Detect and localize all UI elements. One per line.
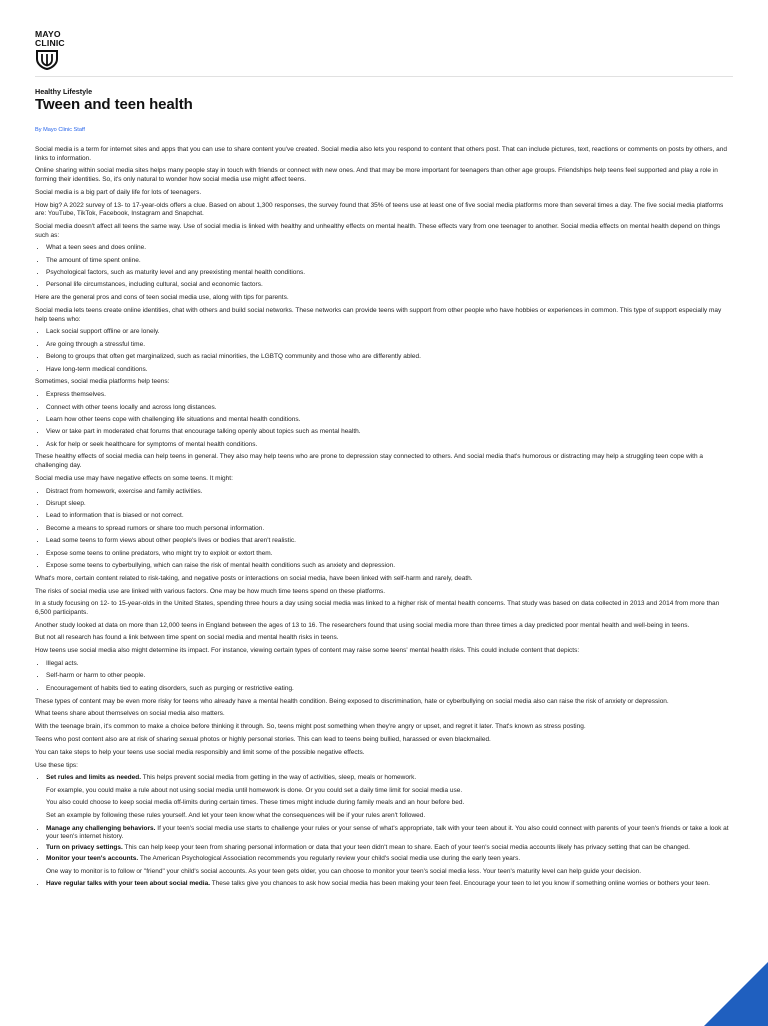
paragraph: Here are the general pros and cons of teen social media use, along with tips for parents. — [35, 294, 289, 302]
list-item: • Psychological factors, such as maturity level and any preexisting mental health conditions. — [46, 269, 731, 278]
tip-heading: Manage any challenging behaviors. — [46, 824, 156, 832]
list-item: • View or take part in moderated chat forums that encourage talking openly about topics such as mental health. — [46, 428, 731, 437]
paragraph: Online sharing within social media sites helps many people stay in touch with friends or connect with new ones. And that may be more important for teenagers than other age groups. Friendships help teens feel supported and play a role in forming their identities. So, it's only natural to wonder how social media use might affect teens. — [35, 167, 718, 183]
tip-detail: You also could choose to keep social media off-limits during certain times. These times might include during family meals and an hour before bed. — [46, 799, 465, 807]
logo-wordmark — [35, 30, 69, 48]
paragraph: With the teenage brain, it's common to make a choice before thinking it through. So, teens might post something when they're angry or upset, and regret it later. That's known as stress posting. — [35, 723, 586, 731]
list-item: • Express themselves. — [46, 391, 731, 400]
paragraph: Social media is a big part of daily life for lots of teenagers. — [35, 188, 202, 196]
paragraph: Another study looked at data on more than 12,000 teens in England between the ages of 13 to 16. The researchers found that using social media more than three times a day predicted poor mental health and well-being in teens. — [35, 621, 690, 629]
tips-list — [35, 774, 731, 889]
feedback-corner — [704, 962, 768, 1026]
paragraph: Sometimes, social media platforms help teens: — [35, 378, 170, 386]
tip-text: If your teen's social media use starts to challenge your rules or your sense of what's appropriate, talk with your teen about it. You also could connect with parents of your teen's friends or take a look at your teen's internet history. — [46, 824, 729, 841]
paragraph: Social media doesn't affect all teens the same way. Use of social media is linked with healthy and unhealthy effects on mental health. These effects vary from one teenager to another. Social media effects on mental health depend on things such as: — [35, 222, 721, 239]
category-label[interactable]: Healthy Lifestyle — [35, 87, 93, 96]
feedback-button[interactable] — [704, 962, 768, 1026]
support-list — [35, 328, 731, 374]
list-item: • Illegal acts. — [46, 660, 731, 669]
list-item: • Expose some teens to online predators, who might try to exploit or extort them. — [46, 550, 731, 559]
tip-item — [46, 825, 731, 842]
header-divider — [35, 76, 733, 77]
paragraph: But not all research has found a link between time spent on social media and mental health risks in teens. — [35, 634, 339, 642]
paragraph: You can take steps to help your teens use social media responsibly and limit some of the possible negative effects. — [35, 748, 365, 756]
list-item: • Self-harm or harm to other people. — [46, 672, 731, 681]
list-item: • Personal life circumstances, including cultural, social and economic factors. — [46, 281, 731, 290]
tip-detail: One way to monitor is to follow or "friend" your child's social accounts. As your teen gets older, you can choose to monitor your teen's social media less. Your teen's maturity level can help guide your decision. — [46, 867, 642, 875]
list-item: • The amount of time spent online. — [46, 257, 731, 266]
paragraph: Social media is a term for internet sites and apps that you can use to share content you've created. Social media also lets you respond to content that others post. That can include pictures, text, reactions or comments on posts by others, and links to information. — [35, 146, 727, 162]
tip-heading: Monitor your teen's accounts. — [46, 855, 139, 863]
tip-item — [46, 774, 731, 820]
byline — [35, 127, 85, 133]
tip-heading: Turn on privacy settings. — [46, 844, 123, 852]
paragraph: These healthy effects of social media can help teens in general. They also may help teens who are prone to depression stay connected to others. And social media that's humorous or distracting may help a struggling teen cope with a challenging day. — [35, 453, 704, 470]
tip-text: The American Psychological Association recommends you regularly review your child's social media use during the early teen years. — [138, 855, 521, 863]
paragraph: What's more, certain content related to risk-taking, and negative posts or interactions on social media, have been linked with self-harm and rarely, death. — [35, 574, 473, 582]
tip-text: This helps prevent social media from getting in the way of activities, sleep, meals or homework. — [141, 774, 417, 782]
list-item: • Learn how other teens cope with challenging life situations and mental health conditions. — [46, 416, 731, 425]
effects-factors-list — [35, 244, 731, 290]
paragraph: Social media lets teens create online identities, chat with others and build social networks. These networks can provide teens with support from other people who have hobbies or experiences in common. This type of support especially may help teens who: — [35, 307, 722, 323]
paragraph: The risks of social media use are linked with various factors. One may be how much time teens spend on these platforms. — [35, 587, 386, 595]
paragraph: In a study focusing on 12- to 15-year-olds in the United States, spending three hours a day using social media was linked to a higher risk of mental health concerns. That study was based on data collected in 2013 and 2014 from more than 6,500 participants. — [35, 600, 720, 616]
negative-effects-list — [35, 488, 731, 571]
tip-detail: For example, you could make a rule about not using social media until homework is done. Or you could set a daily time limit for social media use. — [46, 786, 463, 794]
logo-line-1: MAYO — [35, 29, 61, 39]
list-item: • Expose some teens to cyberbullying, which can raise the risk of mental health conditions such as anxiety and depression. — [46, 562, 731, 571]
tip-item — [46, 844, 731, 853]
page-title: Tween and teen health — [35, 96, 193, 113]
tip-detail: Set an example by following these rules yourself. And let your teen know what the consequences will be if your rules aren't followed. — [46, 812, 426, 820]
paragraph: How teens use social media also might determine its impact. For instance, viewing certain types of content may raise some teens' mental health risks. This could include content that depicts: — [35, 647, 580, 655]
paragraph: Social media use may have negative effects on some teens. It might: — [35, 474, 233, 482]
tip-heading: Have regular talks with your teen about social media. — [46, 880, 210, 888]
article-body — [35, 146, 731, 893]
list-item: • What a teen sees and does online. — [46, 244, 731, 253]
paragraph: Use these tips: — [35, 761, 78, 769]
paragraph: These types of content may be even more risky for teens who already have a mental health condition. Being exposed to discrimination, hate or cyberbullying on social media also can raise the risk of anxiety or depression. — [35, 697, 669, 705]
paragraph: What teens share about themselves on social media also matters. — [35, 710, 225, 718]
shield-icon — [35, 50, 59, 70]
list-item: • Become a means to spread rumors or share too much personal information. — [46, 525, 731, 534]
risky-content-list — [35, 660, 731, 693]
list-item: • Lack social support offline or are lonely. — [46, 328, 731, 337]
paragraph: How big? A 2022 survey of 13- to 17-year-olds offers a clue. Based on about 1,300 responses, the survey found that 35% of teens use at least one of five social media platforms more than several times a day. The five social media platforms are: YouTube, TikTok, Facebook, Instagram and Snapchat. — [35, 201, 724, 218]
paragraph: Teens who post content also are at risk of sharing sexual photos or highly personal stories. This can lead to teens being bullied, harassed or even blackmailed. — [35, 735, 491, 743]
feedback-label: Feedback — [719, 985, 739, 1005]
benefits-list — [35, 391, 731, 449]
list-item: • Have long-term medical conditions. — [46, 366, 731, 375]
list-item: • Are going through a stressful time. — [46, 341, 731, 350]
tip-text: This can help keep your teen from sharing personal information or data that your teen didn't mean to share. Each of your teen's social media accounts likely has privacy setting that can be changed. — [122, 844, 690, 852]
list-item: • Ask for help or seek healthcare for symptoms of mental health conditions. — [46, 441, 731, 450]
tip-item — [46, 855, 731, 876]
tip-item — [46, 880, 731, 889]
mayo-clinic-logo[interactable] — [35, 30, 69, 70]
list-item: • Belong to groups that often get marginalized, such as racial minorities, the LGBTQ community and those who are differently abled. — [46, 353, 731, 362]
logo-line-2: CLINIC — [35, 38, 65, 48]
tip-heading: Set rules and limits as needed. — [46, 774, 142, 782]
tip-text: These talks give you chances to ask how social media has been making your teen feel. Encourage your teen to let you know if something online worries or bothers your teen. — [210, 880, 710, 888]
list-item: • Encouragement of habits tied to eating disorders, such as purging or restrictive eating. — [46, 685, 731, 694]
list-item: • Disrupt sleep. — [46, 500, 731, 509]
list-item: • Lead to information that is biased or not correct. — [46, 512, 731, 521]
list-item: • Lead some teens to form views about other people's lives or bodies that aren't realistic. — [46, 537, 731, 546]
list-item: • Connect with other teens locally and across long distances. — [46, 404, 731, 413]
author-link[interactable]: By Mayo Clinic Staff — [35, 127, 85, 133]
list-item: • Distract from homework, exercise and family activities. — [46, 488, 731, 497]
